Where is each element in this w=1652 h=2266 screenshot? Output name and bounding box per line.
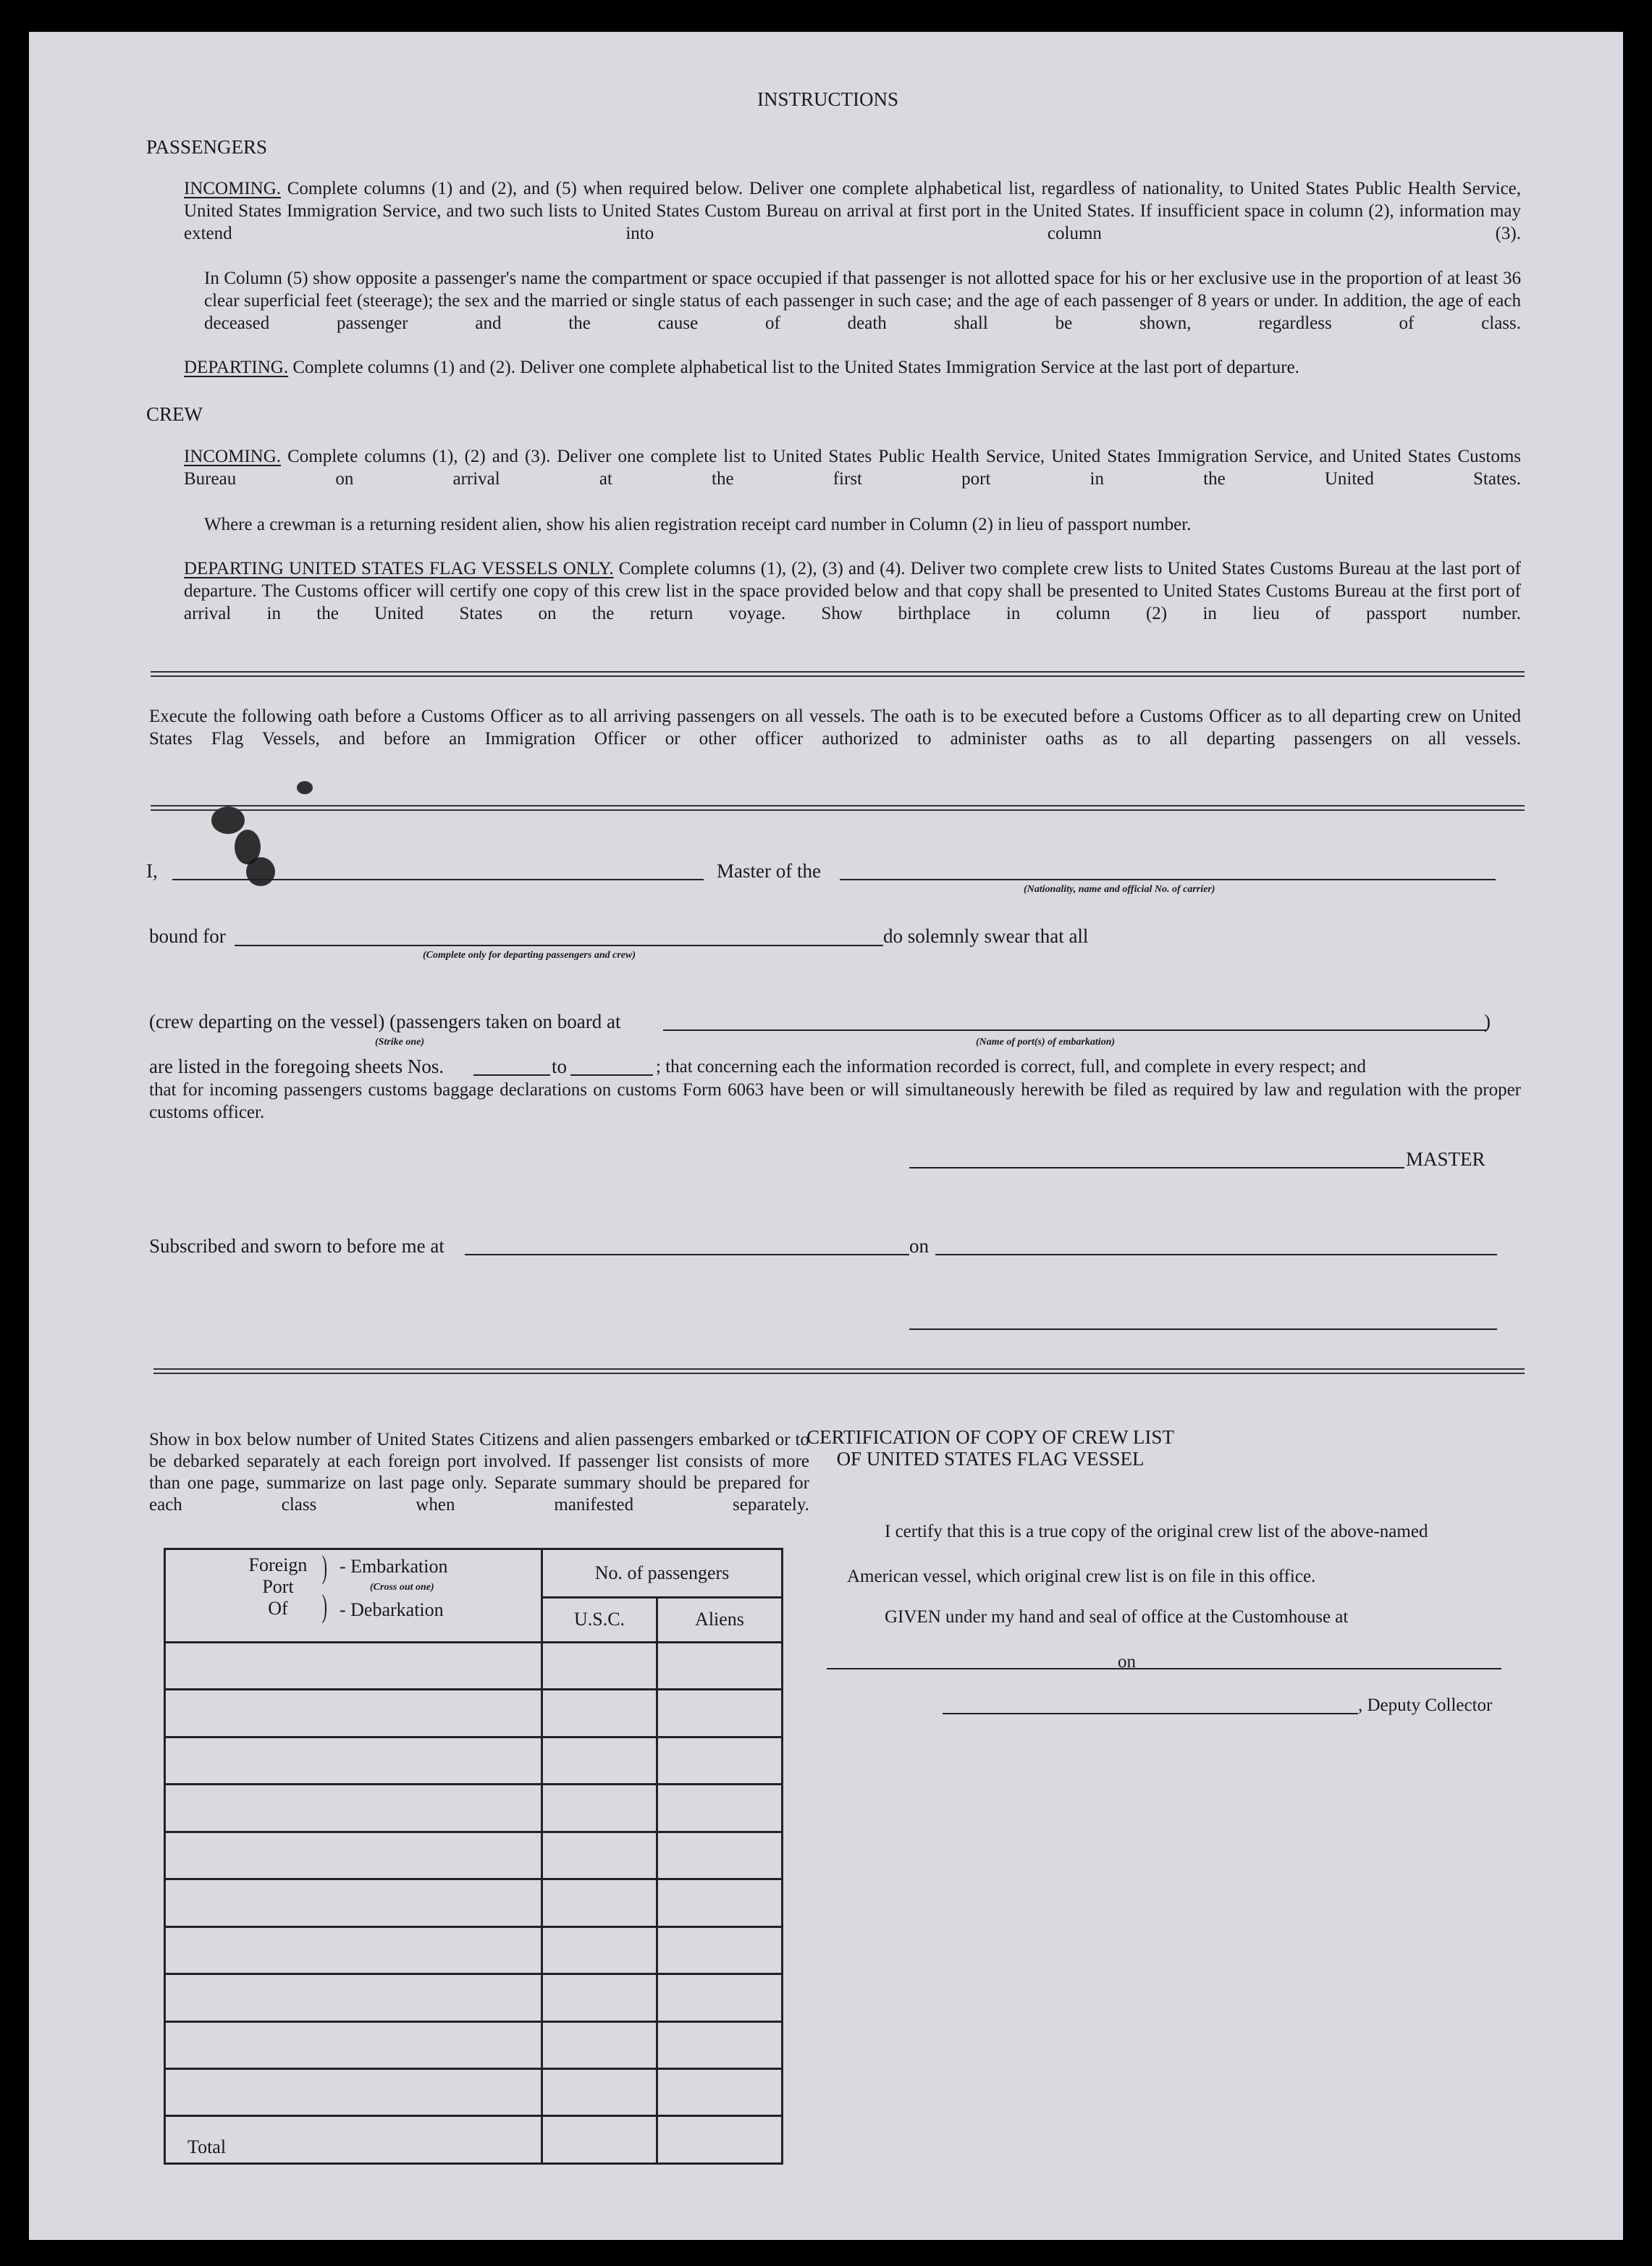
- master-signature-field[interactable]: [909, 1167, 1404, 1168]
- passengers-incoming-paragraph: [184, 177, 1521, 267]
- listed-to: to: [552, 1056, 568, 1077]
- summary-intro: Show in box below number of United States Citizens and alien passengers embarked or to be debarked separately at each foreign port involved. If passenger list consists of more than one page, summarize on last page only. Separate summary should be prepared for each class when manifested separately.: [149, 1430, 809, 1515]
- section-divider: [153, 1368, 1525, 1374]
- usc-cell[interactable]: [542, 2069, 657, 2116]
- bound-for-field[interactable]: [235, 945, 883, 946]
- close-paren: ): [1484, 1011, 1491, 1032]
- usc-cell[interactable]: [542, 1785, 657, 1832]
- port-cell[interactable]: [165, 1690, 542, 1737]
- crew-incoming-label: INCOMING.: [184, 447, 282, 466]
- port-cell[interactable]: [165, 1832, 542, 1879]
- port-header-cell: [165, 1549, 542, 1643]
- usc-cell[interactable]: [542, 2021, 657, 2068]
- usc-header: U.S.C.: [542, 1597, 657, 1642]
- passengers-departing-paragraph: [184, 356, 1521, 379]
- usc-cell[interactable]: [542, 1642, 657, 1689]
- listed-prefix: are listed in the foregoing sheets Nos.: [149, 1056, 444, 1077]
- passengers-departing-text: Complete columns (1) and (2). Deliver one complete alphabetical list to the United States Immigration Service at the last port of departure.: [292, 358, 1299, 377]
- aliens-cell[interactable]: [657, 2021, 783, 2068]
- crew-departing-paragraph: [184, 557, 1521, 647]
- aliens-cell[interactable]: [657, 1974, 783, 2021]
- page-title: INSTRUCTIONS: [757, 88, 899, 110]
- aliens-cell[interactable]: [657, 1926, 783, 1974]
- bound-for-label: bound for: [149, 925, 226, 947]
- port-cell[interactable]: [165, 1737, 542, 1784]
- aliens-cell[interactable]: [657, 1832, 783, 1879]
- port-header-of: Of: [268, 1598, 288, 1619]
- port-cell[interactable]: [165, 1974, 542, 2021]
- port-summary-table: [164, 1548, 783, 2165]
- aliens-cell[interactable]: [657, 1642, 783, 1689]
- aliens-cell[interactable]: [657, 1879, 783, 1926]
- crew-incoming-text: Complete columns (1), (2) and (3). Deliver one complete list to United States Public Health Service, United States Immigration Service, and United States Customs Bureau on arrival at the first port in the United States.: [184, 447, 1521, 489]
- certification-title-line1: CERTIFICATION OF COPY OF CREW LIST: [806, 1426, 1174, 1448]
- aliens-cell[interactable]: [657, 1737, 783, 1784]
- usc-total-cell[interactable]: [542, 2116, 657, 2164]
- ink-smudge: [297, 781, 313, 794]
- officer-signature-field[interactable]: [909, 1328, 1497, 1330]
- master-name-field[interactable]: [172, 879, 704, 880]
- passengers-column5-paragraph: In Column (5) show opposite a passenger's name the compartment or space occupied if that passenger is not allotted space for his or her exclusive use in the proportion of at least 36 clear superficial feet (steerage); the sex and the married or single status of each passenger in such case; and the age of each passenger of 8 years or under. In addition, the age of each deceased passenger and the cause of death shall be shown, regardless of class.: [204, 269, 1521, 333]
- master-of-label: Master of the: [717, 860, 821, 882]
- debarkation-label: - Debarkation: [340, 1599, 444, 1620]
- port-cell[interactable]: [165, 2021, 542, 2068]
- deputy-signature-field[interactable]: [943, 1713, 1358, 1714]
- crew-resident-paragraph: Where a crewman is a returning resident alien, show his alien registration receipt card number in Column (2) in lieu of passport number.: [204, 515, 1192, 534]
- passengers-incoming-text: Complete columns (1) and (2), and (5) when required below. Deliver one complete alphabetical list, regardless of nationality, to United States Public Health Service, United States Immigration Service, and two such lists to United States Custom Bureau on arrival at first port in the United States. If insufficient space in column (2), information may extend into column (3).: [184, 179, 1522, 243]
- passengers-heading: PASSENGERS: [146, 136, 268, 158]
- aliens-header: Aliens: [657, 1597, 783, 1642]
- certification-line1: I certify that this is a true copy of the original crew list of the above-named: [885, 1522, 1428, 1541]
- section-divider: [151, 805, 1525, 811]
- sworn-date-field[interactable]: [935, 1254, 1497, 1255]
- aliens-cell[interactable]: [657, 2069, 783, 2116]
- port-caption: (Name of port(s) of embarkation): [976, 1037, 1116, 1048]
- embarkation-label: - Embarkation: [340, 1556, 448, 1577]
- port-cell[interactable]: [165, 1926, 542, 1974]
- aliens-cell[interactable]: [657, 1690, 783, 1737]
- section-divider: [151, 671, 1525, 677]
- certification-line3: GIVEN under my hand and seal of office at the Customhouse at: [885, 1607, 1349, 1627]
- customhouse-field[interactable]: [827, 1668, 1148, 1669]
- subscribed-label: Subscribed and sworn to before me at: [149, 1235, 444, 1257]
- ink-smudge: [246, 857, 275, 886]
- sworn-on-label: on: [909, 1235, 929, 1257]
- crew-departing-text: (crew departing on the vessel) (passengers taken on board at: [149, 1011, 621, 1032]
- certification-date-field[interactable]: [1148, 1668, 1501, 1669]
- cross-out-caption: (Cross out one): [370, 1582, 434, 1593]
- oath-i-label: I,: [146, 860, 158, 882]
- port-embarkation-field[interactable]: [663, 1029, 1487, 1031]
- port-header-port: Port: [262, 1576, 294, 1597]
- port-header-foreign: Foreign: [248, 1554, 308, 1575]
- passengers-incoming-label: INCOMING.: [184, 179, 282, 198]
- port-cell[interactable]: [165, 2069, 542, 2116]
- sheet-from-field[interactable]: [473, 1074, 550, 1076]
- usc-cell[interactable]: [542, 1926, 657, 1974]
- aliens-total-cell[interactable]: [657, 2116, 783, 2164]
- master-signature-label: MASTER: [1406, 1148, 1485, 1170]
- listed-suffix: ; that concerning each the information recorded is correct, full, and complete in every respect; and: [656, 1057, 1366, 1077]
- certification-title-line2: OF UNITED STATES FLAG VESSEL: [836, 1448, 1145, 1470]
- brace-top: ): [321, 1549, 327, 1585]
- aliens-cell[interactable]: [657, 1785, 783, 1832]
- sheet-to-field[interactable]: [570, 1074, 653, 1076]
- listed-rest: that for incoming passengers customs baggage declarations on customs Form 6063 have been or will simultaneously herewith be filed as required by law and regulation with the proper customs officer.: [149, 1080, 1521, 1122]
- total-label: Total: [165, 2116, 542, 2164]
- passengers-departing-label: DEPARTING.: [184, 358, 289, 377]
- swear-text: do solemnly swear that all: [883, 925, 1089, 947]
- port-header-lines: [244, 1554, 312, 1620]
- deputy-collector-label: , Deputy Collector: [1358, 1696, 1493, 1715]
- port-cell[interactable]: [165, 1879, 542, 1926]
- usc-cell[interactable]: [542, 1974, 657, 2021]
- certification-on-label: on: [1118, 1652, 1136, 1672]
- carrier-caption: (Nationality, name and official No. of carrier): [1024, 884, 1215, 895]
- sworn-place-field[interactable]: [465, 1254, 909, 1255]
- oath-intro: Execute the following oath before a Customs Officer as to all arriving passengers on all vessels. The oath is to be executed before a Customs Officer as to all departing crew on United States Flag Vessels, and before an Immigration Officer or other officer authorized to administer oaths as to all departing passengers on all vessels.: [149, 707, 1521, 749]
- usc-cell[interactable]: [542, 1832, 657, 1879]
- no-passengers-header: No. of passengers: [542, 1549, 783, 1598]
- complete-caption: (Complete only for departing passengers and crew): [423, 950, 636, 961]
- usc-cell[interactable]: [542, 1879, 657, 1926]
- port-cell[interactable]: [165, 1642, 542, 1689]
- strike-caption: (Strike one): [375, 1037, 425, 1048]
- usc-cell[interactable]: [542, 1690, 657, 1737]
- port-cell[interactable]: [165, 1785, 542, 1832]
- crew-departing-text: Complete columns (1), (2), (3) and (4). Deliver two complete crew lists to United States Customs Bureau at the last port of departure. The Customs officer will certify one copy of this crew list in the space provided below and that copy shall be presented to United States Customs Bureau at the first port of arrival in the United States on the return voyage. Show birthplace in column (2) in lieu of passport number.: [184, 559, 1522, 623]
- carrier-field[interactable]: [840, 879, 1496, 880]
- crew-incoming-paragraph: [184, 445, 1521, 513]
- brace-bottom: ): [321, 1588, 327, 1624]
- document-page: [29, 32, 1623, 2240]
- crew-departing-label: DEPARTING UNITED STATES FLAG VESSELS ONLY.: [184, 559, 614, 578]
- usc-cell[interactable]: [542, 1737, 657, 1784]
- certification-line2: American vessel, which original crew list is on file in this office.: [847, 1567, 1316, 1586]
- crew-heading: CREW: [146, 403, 203, 425]
